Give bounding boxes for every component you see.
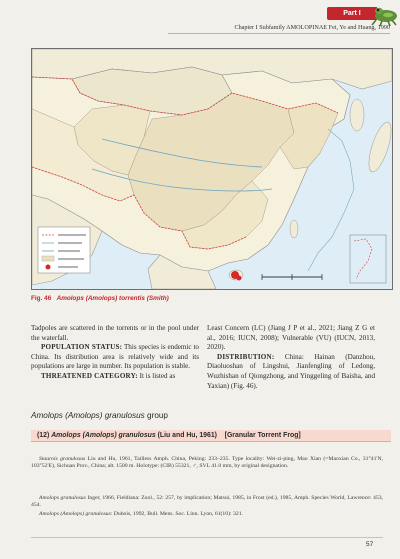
- status-paragraph: Least Concern (LC) (Jiang J P et al., 2021; Jiang Z G et al., 2016; IUCN, 2008); Vulnerable (VU) (IUCN, 2013, 2020).: [207, 324, 375, 352]
- synonym-taxon: Amolops granulosus: [39, 494, 86, 501]
- figure-caption: [31, 295, 371, 302]
- synonym-citation: : Dubois, 1992, Bull. Mens. Soc. Linn. Lyon, 61(10): 321.: [110, 510, 243, 517]
- species-common-name: [Granular Torrent Frog]: [224, 432, 301, 439]
- threatened-label: THREATENED CATEGORY:: [41, 371, 138, 380]
- synonym-entry: [31, 495, 383, 511]
- red-range-dot-icon: [237, 276, 242, 281]
- synonym-entry: [31, 511, 383, 519]
- page-number: 57: [366, 541, 374, 548]
- header-rule: [168, 33, 390, 34]
- population-text: This species is endemic to China. Its distribution area is relatively wide and its populations are large in number. Its population is stable.: [31, 343, 199, 371]
- synonym-taxon: Staurois granulosus: [39, 455, 86, 462]
- distribution-map: [31, 48, 393, 290]
- synonym-citation: Liu and Hu, 1961, Tailless Amph. China, Peking: 233–235. Type locality: Wei-zi-ping, Mao Xian (=Maoxian Co., 31°41'N, 103°52'E), Sichuan Prov., China; alt. 1500 m. Holotype: (CIB) 55321, ♂, SVL 41.0 mm, by original designation.: [31, 455, 383, 470]
- taiwan-island: [290, 220, 298, 238]
- species-heading-band: [31, 430, 391, 442]
- species-name: Amolops (Amolops) granulosus: [51, 432, 156, 439]
- population-label: POPULATION STATUS:: [41, 343, 123, 352]
- species-author: (Liu and Hu, 1961): [157, 432, 217, 439]
- map-legend: [38, 227, 90, 273]
- synonym-citation: Inger, 1966, Fieldiana: Zool., 52: 257, by implication; Matsui, 1985, in Frost (ed.), 1985, Amph. Species World, Lawrence: 453, 454.: [31, 494, 383, 509]
- text-column-left: [31, 324, 199, 382]
- species-group-heading: [31, 411, 371, 420]
- synonym-taxon: Amolops (Amolops) granulosus: [39, 510, 111, 517]
- threatened-text: It is listed as: [137, 371, 176, 380]
- korean-peninsula: [350, 99, 364, 131]
- figure-number: Fig. 46: [31, 295, 52, 302]
- map-canvas: [32, 49, 392, 289]
- group-name: Amolops (Amolops) granulosus: [31, 411, 145, 420]
- tadpole-paragraph: Tadpoles are scattered in the torrents or in the pool under the waterfall.: [31, 324, 199, 342]
- distribution-paragraph: [207, 353, 375, 391]
- threatened-paragraph: [31, 372, 199, 382]
- species-number: (12): [37, 432, 50, 439]
- synonym-entry: [31, 456, 383, 472]
- text-column-right: [207, 324, 375, 391]
- distribution-label: DISTRIBUTION:: [217, 352, 275, 361]
- population-paragraph: [31, 343, 199, 372]
- bottom-rule: [31, 537, 383, 538]
- figure-title: Amolops (Amolops) torrentis (Smith): [56, 295, 169, 302]
- inset-south-sea: [350, 235, 386, 283]
- group-suffix: group: [144, 411, 168, 420]
- distribution-text: China: Hainan (Danzhou, Diaoluoshan of Lingshui, Jianfengling of Ledong, Wuzhishan of Qiongzhong, and Yinggeling of Baisha, and Yaxian) (Fig. 46).: [207, 352, 375, 390]
- running-head: Chapter I Subfamily AMOLOPINAE Fei, Ye and Huang, 1990: [234, 24, 390, 31]
- part-label: Part I: [327, 7, 377, 20]
